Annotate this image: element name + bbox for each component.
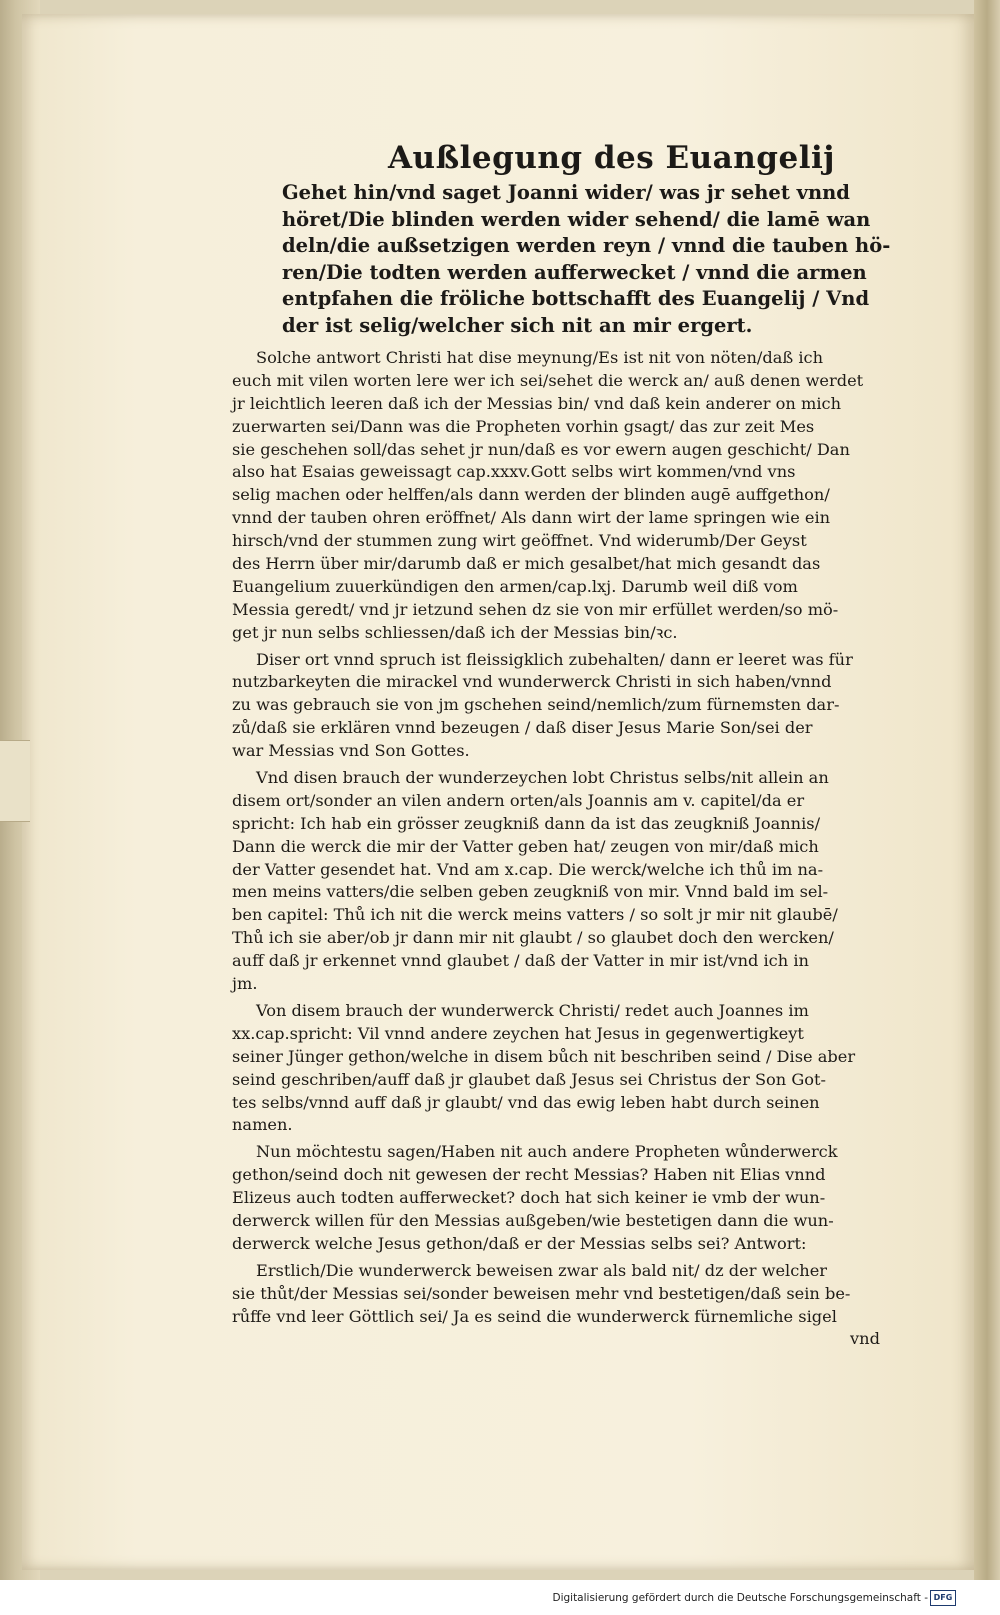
text-line: war Messias vnd Son Gottes. xyxy=(232,741,470,761)
text-line: gethon/seind doch nit gewesen der recht Messias? Haben nit Elias vnnd xyxy=(232,1165,826,1185)
text-line: jr leichtlich leeren daß ich der Messias bin/ vnd daß kein anderer on mich xyxy=(232,393,842,413)
text-line: růffe vnd leer Göttlich sei/ Ja es seind die wunderwerck fürnemliche sigel xyxy=(232,1306,837,1326)
text-line: des Herrn über mir/darumb daß er mich gesalbet/hat mich gesandt das xyxy=(232,554,821,574)
verse-line: der ist selig/welcher sich nit an mir ergert. xyxy=(282,313,753,337)
text-line: zuerwarten sei/Dann was die Propheten vorhin gsagt/ das zur zeit Mes xyxy=(232,416,815,436)
text-line: auff daß jr erkennet vnnd glaubet / daß der Vatter in mir ist/vnd ich in xyxy=(232,951,809,971)
text-line: vnnd der tauben ohren eröffnet/ Als dann wirt der lame springen wie ein xyxy=(232,508,831,528)
text-line: xx.cap.spricht: Vil vnnd andere zeychen hat Jesus in gegenwertigkeyt xyxy=(232,1023,804,1043)
text-line: seiner Jünger gethon/welche in disem bůch nit beschriben seind / Dise aber xyxy=(232,1046,856,1066)
page-edge xyxy=(974,0,1000,1580)
dfg-logo-text: DFG xyxy=(933,1593,953,1602)
verse-line: ren/Die todten werden aufferwecket / vnnd die armen xyxy=(282,260,867,284)
text-line: nutzbarkeyten die mirackel vnd wunderwerck Christi in sich haben/vnnd xyxy=(232,672,832,692)
text-line: Solche antwort Christi hat dise meynung/Es ist nit von nöten/daß ich xyxy=(256,348,824,367)
funding-credit: Digitalisierung gefördert durch die Deutsche Forschungsgemeinschaft - xyxy=(552,1592,928,1604)
verse-line: entpfahen die fröliche bottschafft des Euangelij / Vnd xyxy=(282,287,870,310)
text-line: seind geschriben/auff daß jr glaubet daß Jesus sei Christus der Son Got- xyxy=(232,1069,827,1089)
text-line: Euangelium zuuerkündigen den armen/cap.lxj. Darumb weil diß vom xyxy=(232,576,798,596)
text-line: Nun möchtestu sagen/Haben nit auch andere Propheten wůnderwerck xyxy=(256,1142,838,1162)
text-line: der Vatter gesendet hat. Vnd am x.cap. Die werck/welche ich thů im na- xyxy=(232,859,824,879)
text-line: also hat Esaias geweissagt cap.xxxv.Gott selbs wirt kommen/vnd vns xyxy=(232,462,796,482)
text-line: selig machen oder helffen/als dann werden der blinden augē auffgethon/ xyxy=(232,485,830,505)
text-line: jm. xyxy=(232,974,258,994)
catchword: vnd xyxy=(850,1329,880,1349)
text-line: namen. xyxy=(232,1115,293,1135)
text-line: Erstlich/Die wunderwerck beweisen zwar als bald nit/ dz der welcher xyxy=(256,1260,828,1280)
page-tab xyxy=(0,740,30,822)
verse-line: deln/die außsetzigen werden reyn / vnnd die tauben hö- xyxy=(282,234,891,257)
text-line: derwerck welche Jesus gethon/daß er der Messias selbs sei? Antwort: xyxy=(232,1233,807,1253)
text-line: Dann die werck die mir der Vatter geben hat/ zeugen von mir/daß mich xyxy=(232,836,819,856)
text-line: derwerck willen für den Messias außgeben/wie bestetigen dann die wun- xyxy=(232,1210,834,1230)
text-line: zů/daß sie erklären vnnd bezeugen / daß diser Jesus Marie Son/sei der xyxy=(232,718,813,738)
text-line: Elizeus auch todten aufferwecket? doch hat sich keiner ie vmb der wun- xyxy=(232,1188,826,1208)
page-heading: Außlegung des Euangelij xyxy=(388,140,835,176)
text-line: euch mit vilen worten lere wer ich sei/sehet die werck an/ auß denen werdet xyxy=(232,370,864,390)
text-line: get jr nun selbs schliessen/daß ich der Messias bin/ꝛc. xyxy=(232,622,678,642)
text-line: disem ort/sonder an vilen andern orten/als Joannis am v. capitel/da er xyxy=(232,790,805,810)
gospel-verse xyxy=(282,180,891,339)
text-line: Diser ort vnnd spruch ist fleissigklich zubehalten/ dann er leeret was für xyxy=(256,649,853,669)
text-line: Von disem brauch der wunderwerck Christi/ redet auch Joannes im xyxy=(256,1000,809,1020)
verse-line: höret/Die blinden werden wider sehend/ die lamē wan xyxy=(282,207,871,231)
text-line: spricht: Ich hab ein grösser zeugkniß dann da ist das zeugkniß Joannis/ xyxy=(232,813,821,833)
verse-line: Gehet hin/vnd saget Joanni wider/ was jr sehet vnnd xyxy=(282,181,850,204)
text-line: ben capitel: Thů ich nit die werck meins vatters / so solt jr mir nit glaubē/ xyxy=(232,905,838,925)
text-line: Thů ich sie aber/ob jr dann mir nit glaubt / so glaubet doch den wercken/ xyxy=(232,928,834,948)
text-line: sie thůt/der Messias sei/sonder beweisen mehr vnd bestetigen/daß sein be- xyxy=(232,1283,851,1303)
text-line: men meins vatters/die selben geben zeugkniß von mir. Vnnd bald im sel- xyxy=(232,882,829,902)
text-line: Messia geredt/ vnd jr ietzund sehen dz sie von mir erfüllet werden/so mö- xyxy=(232,599,839,619)
text-line: Vnd disen brauch der wunderzeychen lobt Christus selbs/nit allein an xyxy=(256,768,829,788)
dfg-logo xyxy=(930,1590,956,1606)
commentary-text xyxy=(232,347,882,1351)
text-line: sie geschehen soll/das sehet jr nun/daß es vor ewern augen geschicht/ Dan xyxy=(232,439,850,459)
text-line: hirsch/vnd der stummen zung wirt geöffnet. Vnd widerumb/Der Geyst xyxy=(232,531,807,551)
text-line: zu was gebrauch sie von jm gschehen seind/nemlich/zum fürnemsten dar- xyxy=(232,695,840,715)
text-line: tes selbs/vnnd auff daß jr glaubt/ vnd das ewig leben habt durch seinen xyxy=(232,1092,820,1112)
